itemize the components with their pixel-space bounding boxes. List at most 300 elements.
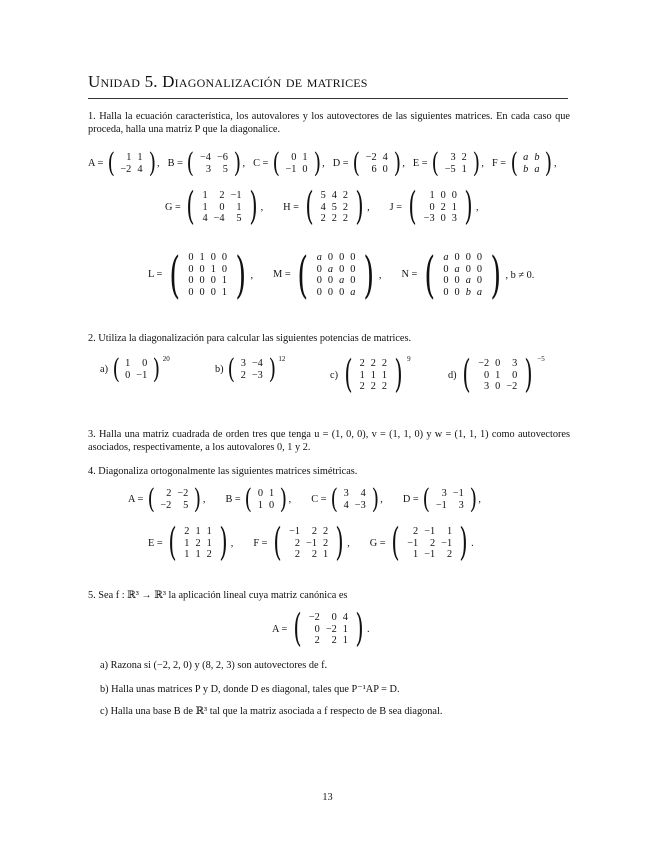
matrix-group [167,148,251,179]
matrix-entry: 0 [465,263,471,275]
matrix-entry: a [350,286,356,298]
matrix-entry: 5 [331,201,337,213]
matrix-entry: 1 [323,549,329,560]
matrix-entry: 2 [195,537,201,549]
right-paren: ) [152,354,161,385]
matrix-entry: −1 [424,549,436,560]
matrix-entry: 2 [370,358,376,369]
matrix-entry: 2 [219,190,225,201]
matrix-entry: 2 [413,526,419,537]
matrix-label: M = [273,269,294,281]
matrix-entry: 0 [339,252,345,263]
matrix-entry: 0 [257,488,263,499]
left-paren: ( [424,246,435,304]
left-paren: ( [107,148,115,179]
matrix-entry: a [443,252,449,263]
matrix [165,520,231,565]
matrix-label: H = [283,201,302,213]
matrix-entry: −1 [407,537,419,549]
matrix-entry: 1 [268,488,275,499]
matrix-entry: 2 [331,213,337,224]
right-paren: ) [219,520,228,565]
matrix [420,246,506,304]
matrix-entry: 0 [199,286,205,298]
separator: , b ≠ 0. [505,269,535,281]
matrix-entry: −1 [306,537,318,549]
matrix-entry: a [327,263,334,275]
matrix-entry: 1 [451,201,457,213]
matrix-entry: 0 [440,190,446,201]
exercise-4-row-1 [128,486,501,513]
exercise-1-row-1 [88,150,565,177]
left-paren: ( [352,148,361,179]
matrix-entry: 4 [343,499,349,511]
right-paren: ) [235,246,247,304]
right-paren: ) [193,484,202,515]
matrix-label: G = [165,201,184,213]
left-paren: ( [244,484,253,515]
separator: , [402,158,405,169]
matrix-entry: 3 [458,499,464,511]
matrix-label: B = [225,494,244,505]
matrix-entry: 2 [311,526,318,537]
left-paren: ( [227,354,236,385]
matrix-entry: 1 [221,286,228,298]
right-paren: ) [268,354,276,385]
left-paren: ( [168,520,177,565]
matrix-entry: 0 [350,263,356,275]
left-paren: ( [272,148,280,179]
matrix-entry: 1 [413,549,419,560]
matrix-entry: 1 [195,526,201,537]
matrix-entry: −4 [200,152,211,163]
matrix-entry: 0 [454,286,460,298]
right-paren: ) [393,148,401,179]
matrix-entry: −1 [441,537,453,549]
matrix-entry: 4 [137,163,143,175]
matrix [430,150,481,177]
right-paren: ) [464,184,473,229]
matrix-entry: −2 [120,163,132,175]
matrix-entry: a [476,286,483,298]
separator: , [202,494,206,505]
matrix-group [273,246,387,304]
matrix-entry: 2 [294,549,301,560]
matrix-entry: 1 [381,369,388,381]
matrix-entry: a [534,163,540,175]
matrix-entry: a [339,275,345,286]
matrix-entry: 3 [205,163,211,175]
matrix-entry: 2 [240,369,246,381]
matrix-entry: 1 [206,526,212,537]
matrix-entry: 2 [323,537,329,549]
matrix-group [148,246,259,304]
exercise-4-text: 4. Diagonaliza ortogonalmente las siguientes matrices simétricas. [88,466,358,477]
matrix-entry: 0 [327,252,334,263]
left-paren: ( [186,184,196,229]
matrix-entry: 0 [331,612,337,623]
matrix-label: E = [148,537,166,549]
matrix [509,150,554,177]
matrix-entry: 0 [440,213,446,224]
exponent: 12 [278,355,286,363]
left-paren: ( [343,352,353,397]
separator: . [471,537,474,549]
matrix-entry: a [316,252,322,263]
matrix-entry: −2 [478,358,490,369]
matrix-entry: 2 [294,537,301,549]
matrix-entry: −5 [444,163,456,175]
left-paren: ( [304,184,314,229]
matrix-entry: 4 [342,612,348,623]
matrix [106,150,157,177]
page-number: 13 [322,792,333,803]
matrix-group [401,246,540,304]
exercise-4-row-2 [148,520,494,565]
matrix-entry: 1 [210,263,216,275]
matrix [146,486,203,513]
matrix-entry: 2 [342,201,349,213]
matrix-group [283,184,376,229]
matrix-group [369,520,480,565]
matrix-entry: b [465,286,471,298]
left-paren: ( [147,484,155,515]
matrix-entry: 2 [314,635,320,646]
matrix-label: D = [332,158,352,169]
matrix-entry: 0 [443,275,449,286]
matrix-entry: 1 [137,152,143,163]
matrix-entry: −6 [216,152,228,163]
matrix [388,520,471,565]
right-paren: ) [279,484,288,515]
matrix-entry: 0 [443,263,449,275]
matrix-entry: 2 [381,381,388,392]
matrix-entry: 0 [327,275,334,286]
matrix-entry: 1 [370,369,376,381]
matrix-entry: 0 [327,286,334,298]
matrix-entry: 6 [371,163,377,175]
separator: , [481,158,484,169]
item-label: b) [215,364,227,375]
right-paren: ) [490,246,502,304]
matrix-entry: 5 [222,163,228,175]
matrix-label: F = [253,537,271,549]
matrix-entry: 4 [360,488,366,499]
matrix-group [88,148,166,179]
matrix-entry: 4 [382,152,388,163]
exercise-5-matrix [272,606,376,651]
matrix-label: E = [412,158,431,169]
matrix-entry: 4 [331,190,337,201]
matrix-entry: 2 [342,190,349,201]
matrix-entry: −1 [424,526,436,537]
left-paren: ( [431,148,440,179]
separator: , [157,158,160,169]
matrix-entry: 0 [512,369,518,381]
exponent: −5 [537,355,545,363]
matrix-entry: −1 [285,163,297,175]
matrix-entry: 0 [465,252,471,263]
matrix-label: G = [369,537,389,549]
matrix-entry: −1 [136,369,148,381]
matrix [329,486,380,513]
matrix-entry: 0 [339,263,345,275]
matrix [243,486,288,513]
matrix [290,606,367,651]
matrix-entry: 1 [302,152,308,163]
matrix-entry: 2 [342,213,349,224]
right-paren: ) [313,148,321,179]
right-paren: ) [472,148,480,179]
matrix-entry: 1 [221,275,228,286]
matrix-entry: −1 [452,488,464,499]
matrix-entry: 3 [451,213,457,224]
exercise-2-text: 2. Utiliza la diagonalización para calcular las siguientes potencias de matrices. [88,333,412,344]
matrix [226,356,285,383]
title-rule [88,98,568,99]
matrix-entry: 0 [125,369,131,381]
matrix [165,246,251,304]
right-paren: ) [233,148,241,179]
matrix-entry: 2 [184,526,190,537]
matrix-label: A = [88,158,106,169]
matrix [302,184,368,229]
matrix-entry: 1 [257,499,263,511]
matrix-group [389,184,485,229]
matrix-entry: 2 [461,152,467,163]
separator: , [380,494,383,505]
exercise-1-text: 1. Halla la ecuación característica, los autovalores y los autovectores de las siguientes matrices. En cada caso que proceda, halla una matriz P que la diagonalice. [88,111,570,135]
matrix [271,150,322,177]
matrix-entry: 0 [199,275,205,286]
matrix-group [491,148,563,179]
left-paren: ( [297,246,309,304]
matrix-group [311,484,389,515]
exercise-2-item-c [330,352,411,397]
right-paren: ) [248,184,258,229]
separator: , [230,537,234,549]
matrix-entry: a [523,152,529,163]
left-paren: ( [273,520,282,565]
exercise-5-part-a: a) Razona si (−2, 2, 0) y (8, 2, 3) son autovectores de f. [100,660,328,671]
matrix-entry: 0 [476,252,483,263]
matrix [421,486,478,513]
matrix-entry: 1 [495,369,501,381]
exercise-5-part-c: c) Halla una base B de ℝ³ tal que la matriz asociada a f respecto de B sea diagonal. [100,706,443,717]
page-title: Unidad 5. Diagonalización de matrices [88,72,368,91]
matrix-group [225,484,297,515]
matrix-label: A = [272,623,290,635]
right-paren: ) [545,148,553,179]
matrix-entry: 0 [476,275,483,286]
matrix-entry: 2 [331,635,337,646]
matrix [270,520,347,565]
matrix-entry: 0 [339,286,345,298]
matrix-group [412,148,490,179]
matrix-entry: 1 [342,635,348,646]
matrix-entry: 0 [188,263,194,275]
matrix-entry: a [454,263,460,275]
matrix-entry: 1 [199,252,205,263]
matrix-entry: 1 [184,537,190,549]
matrix-entry: −1 [435,499,447,511]
matrix-entry: 0 [454,252,460,263]
matrix-label: C = [311,494,330,505]
matrix-entry: 0 [188,252,194,263]
left-paren: ( [408,184,417,229]
matrix-entry: 0 [314,623,320,635]
matrix-entry: −2 [365,152,377,163]
matrix-entry: 1 [202,201,208,213]
matrix [185,150,242,177]
matrix-label: A = [128,494,146,505]
exercise-2-item-d [448,352,545,397]
matrix-entry: 1 [126,152,132,163]
matrix-entry: a [465,275,471,286]
matrix-entry: 2 [440,201,446,213]
separator: , [554,158,557,169]
matrix-group [253,520,355,565]
matrix-entry: 0 [221,252,228,263]
matrix-entry: 0 [495,381,501,392]
matrix-entry: 0 [484,369,490,381]
matrix-entry: 1 [236,201,242,213]
matrix [351,150,402,177]
matrix-entry: 1 [342,623,348,635]
right-paren: ) [148,148,156,179]
left-paren: ( [510,148,518,179]
matrix [459,352,545,397]
left-paren: ( [391,520,400,565]
separator: , [322,158,325,169]
separator: , [288,494,292,505]
matrix-entry: −1 [289,526,301,537]
matrix-entry: 0 [451,190,457,201]
matrix-group [332,148,411,179]
matrix-entry: 0 [350,275,356,286]
matrix-entry: −2 [325,623,337,635]
matrix-entry: −3 [423,213,435,224]
matrix-entry: 0 [219,201,225,213]
item-label: c) [330,369,341,381]
matrix-label: D = [402,494,422,505]
matrix-entry: −3 [354,499,366,511]
matrix-group [128,484,211,515]
separator: , [475,201,479,213]
matrix-entry: 3 [450,152,456,163]
matrix-entry: 2 [359,381,365,392]
item-label: d) [448,369,460,381]
matrix-entry: −2 [506,381,518,392]
matrix-label: B = [167,158,186,169]
matrix-group [148,520,239,565]
matrix-entry: 0 [221,263,228,275]
matrix-entry: b [534,152,540,163]
right-paren: ) [371,484,379,515]
matrix-entry: 4 [202,213,208,224]
matrix [293,246,379,304]
left-paren: ( [422,484,431,515]
separator: , [478,494,481,505]
matrix-entry: b [523,163,529,175]
matrix-label: J = [389,201,405,213]
matrix-group [253,148,331,179]
matrix-entry: 1 [195,549,201,560]
matrix-entry: 5 [183,499,189,511]
matrix-group [165,184,269,229]
left-paren: ( [169,246,180,304]
matrix-entry: 0 [476,263,483,275]
matrix-entry: 0 [454,275,460,286]
right-paren: ) [524,352,533,397]
matrix-entry: 0 [188,275,194,286]
matrix-entry: −2 [308,612,320,623]
matrix-entry: 0 [316,263,322,275]
matrix-entry: 1 [461,163,467,175]
matrix-entry: −3 [251,369,263,381]
left-paren: ( [187,148,195,179]
separator: , [250,269,254,281]
matrix-group [402,484,487,515]
matrix-entry: 2 [446,549,453,560]
matrix-label: C = [253,158,271,169]
matrix-entry: 1 [359,369,365,381]
matrix-label: L = [148,269,165,281]
right-paren: ) [355,184,364,229]
exercise-5-text: 5. Sea f : ℝ³ → ℝ³ la aplicación lineal cuya matriz canónica es [88,590,348,601]
matrix-entry: 0 [429,201,435,213]
exercise-1-row-3 [148,246,554,304]
exercise-5-part-b: b) Halla unas matrices P y D, donde D es diagonal, tales que P⁻¹AP = D. [100,684,400,695]
separator: , [378,269,382,281]
matrix [341,352,411,397]
exercise-3-text: 3. Halla una matriz cuadrada de orden tres que tenga u = (1, 0, 0), v = (1, 1, 0) y w = (1, 1, 1) como autovectores asociados, respectivamente, a los autovalores 0, 1 y 2. [88,429,570,453]
matrix-entry: 2 [430,537,436,549]
matrix-entry: 1 [125,358,131,369]
exponent: 20 [162,355,170,363]
matrix-entry: 2 [206,549,212,560]
matrix-entry: 1 [446,526,453,537]
exponent: 9 [407,355,411,363]
matrix-entry: 0 [382,163,388,175]
matrix-entry: 2 [381,358,388,369]
exercise-1-row-2 [165,184,499,229]
matrix-entry: 0 [210,286,216,298]
item-label: a) [100,364,111,375]
matrix-entry: 2 [311,549,318,560]
separator: . [366,623,370,635]
exercise-2-item-b [215,356,285,383]
matrix-entry: 4 [320,201,326,213]
matrix-entry: 0 [142,358,148,369]
matrix-entry: 0 [291,152,297,163]
matrix-entry: −2 [160,499,172,511]
matrix-entry: 0 [495,358,501,369]
right-paren: ) [355,606,364,651]
matrix-entry: 3 [343,488,349,499]
matrix-entry: 3 [441,488,447,499]
matrix-entry: 1 [429,190,435,201]
matrix-entry: −4 [251,358,263,369]
separator: , [242,158,246,169]
matrix-entry: 0 [316,286,322,298]
matrix-entry: 0 [350,252,356,263]
matrix-entry: −1 [230,190,242,201]
left-paren: ( [330,484,339,515]
matrix-entry: 2 [370,381,376,392]
matrix-entry: 0 [443,286,449,298]
matrix-label: N = [401,269,420,281]
